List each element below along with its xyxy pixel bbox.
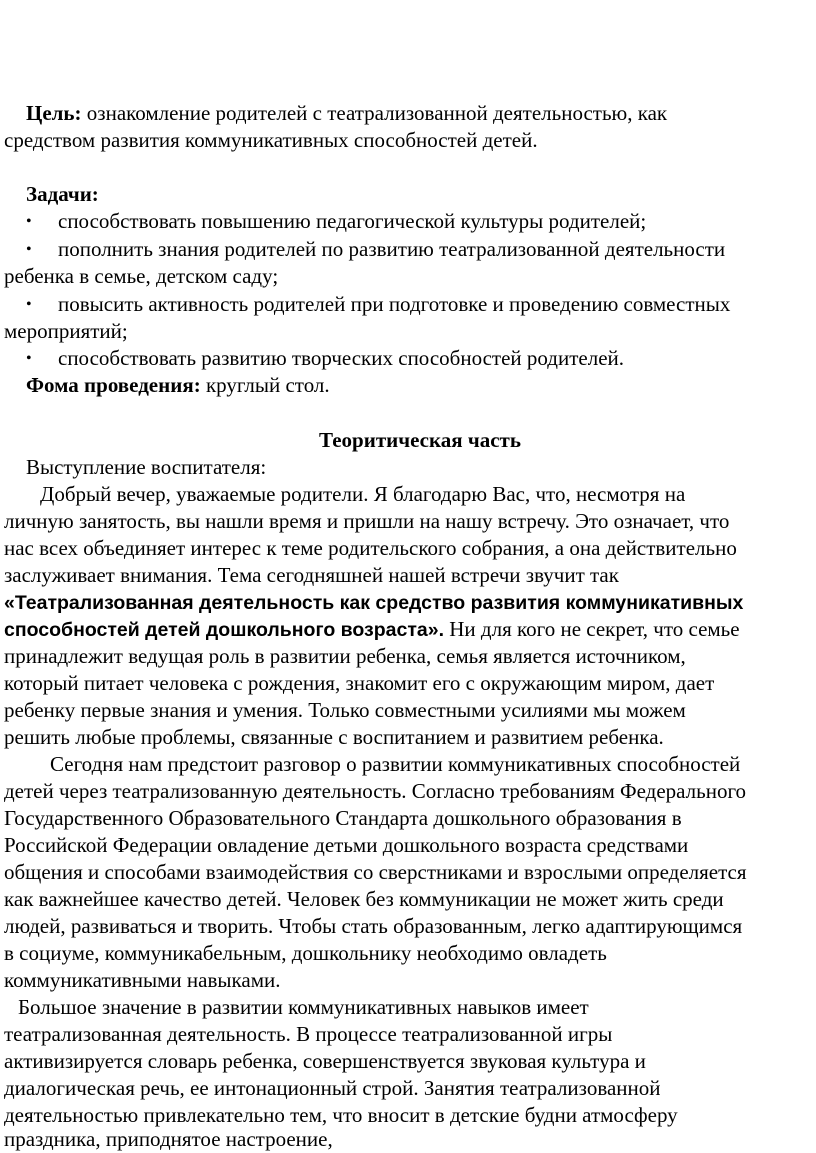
para2-line-3: Государственного Образовательного Стандарта дошкольного образования в — [4, 806, 682, 830]
para2-line-8: в социуме, коммуникабельным, дошкольнику необходимо овладеть — [4, 941, 607, 965]
task-item-2-cont: ребенка в семье, детском саду; — [4, 264, 279, 288]
task-item-2: пополнить знания родителей по развитию театрализованной деятельности — [58, 237, 726, 261]
para2-line-6: как важнейшее качество детей. Человек без коммуникации не может жить среди — [4, 887, 724, 911]
bullet-icon: • — [26, 241, 32, 258]
para2-line-4: Российской Федерации овладение детьми дошкольного возраста средствами — [4, 833, 689, 857]
para3-line-5: деятельностью привлекательно тем, что вносит в детские будни атмосферу — [4, 1103, 678, 1127]
para1-line-7: принадлежит ведущая роль в развитии ребенка, семья является источником, — [4, 644, 686, 668]
para2-line-7: людей, развиваться и творить. Чтобы стать образованным, легко адаптирующимся — [4, 914, 743, 938]
topic-title-part-1: «Театрализованная деятельность как средство развития коммуникативных — [4, 592, 744, 614]
para2-line-2: детей через театрализованную деятельность. Согласно требованиям Федерального — [4, 779, 747, 803]
para1-line-2: личную занятость, вы нашли время и пришли на нашу встречу. Это означает, что — [4, 509, 730, 533]
para1-line-9: ребенку первые знания и умения. Только совместными усилиями мы можем — [4, 698, 686, 722]
goal-text-1: ознакомление родителей с театрализованной деятельностью, как — [81, 101, 668, 125]
para3-line-4: диалогическая речь, ее интонационный строй. Занятия театрализованной — [4, 1076, 661, 1100]
para1-line-10: решить любые проблемы, связанные с воспитанием и развитием ребенка. — [4, 725, 664, 749]
para1-line-3: нас всех объединяет интерес к теме родительского собрания, а она действительно — [4, 536, 737, 560]
bullet-icon: • — [26, 213, 32, 230]
task-item-3: повысить активность родителей при подготовке и проведению совместных — [58, 292, 731, 316]
goal-label: Цель: — [26, 101, 82, 125]
goal-line-2: средством развития коммуникативных способностей детей. — [4, 128, 538, 152]
para1-line-8: который питает человека с рождения, знакомит его с окружающим миром, дает — [4, 671, 715, 695]
task-item-1: способствовать повышению педагогической культуры родителей; — [58, 209, 647, 233]
para1-line-6-rest: Ни для кого не секрет, что семье — [444, 617, 740, 641]
bullet-icon: • — [26, 350, 32, 367]
goal-line-1 — [26, 100, 667, 127]
para1-line-6 — [4, 616, 740, 644]
speaker-line: Выступление воспитателя: — [26, 455, 267, 479]
para2-line-9: коммуникативными навыками. — [4, 968, 281, 992]
para3-line-1: Большое значение в развитии коммуникативных навыков имеет — [18, 995, 589, 1019]
para3-line-6: праздника, приподнятое настроение, — [4, 1127, 333, 1151]
para3-line-3: активизируется словарь ребенка, совершенствуется звуковая культура и — [4, 1049, 646, 1073]
para1-line-5 — [4, 589, 743, 617]
task-item-4: способствовать развитию творческих способностей родителей. — [58, 346, 625, 370]
form-line — [26, 372, 330, 399]
para1-line-4: заслуживает внимания. Тема сегодняшней нашей встречи звучит так — [4, 563, 619, 587]
para3-line-2: театрализованная деятельность. В процессе театрализованной игры — [4, 1022, 613, 1046]
para2-line-1: Сегодня нам предстоит разговор о развитии коммуникативных способностей — [50, 752, 741, 776]
tasks-label: Задачи: — [26, 182, 99, 206]
section-title: Теоритическая часть — [319, 428, 521, 452]
task-item-3-cont: мероприятий; — [4, 319, 128, 343]
para1-line-1: Добрый вечер, уважаемые родители. Я благодарю Вас, что, несмотря на — [40, 482, 686, 506]
para2-line-5: общения и способами взаимодействия со сверстниками и взрослыми определяется — [4, 860, 747, 884]
bullet-icon: • — [26, 296, 32, 313]
form-label: Фома проведения: — [26, 373, 201, 397]
form-text: круглый стол. — [200, 373, 330, 397]
topic-title-part-2: способностей детей дошкольного возраста». — [4, 619, 444, 641]
